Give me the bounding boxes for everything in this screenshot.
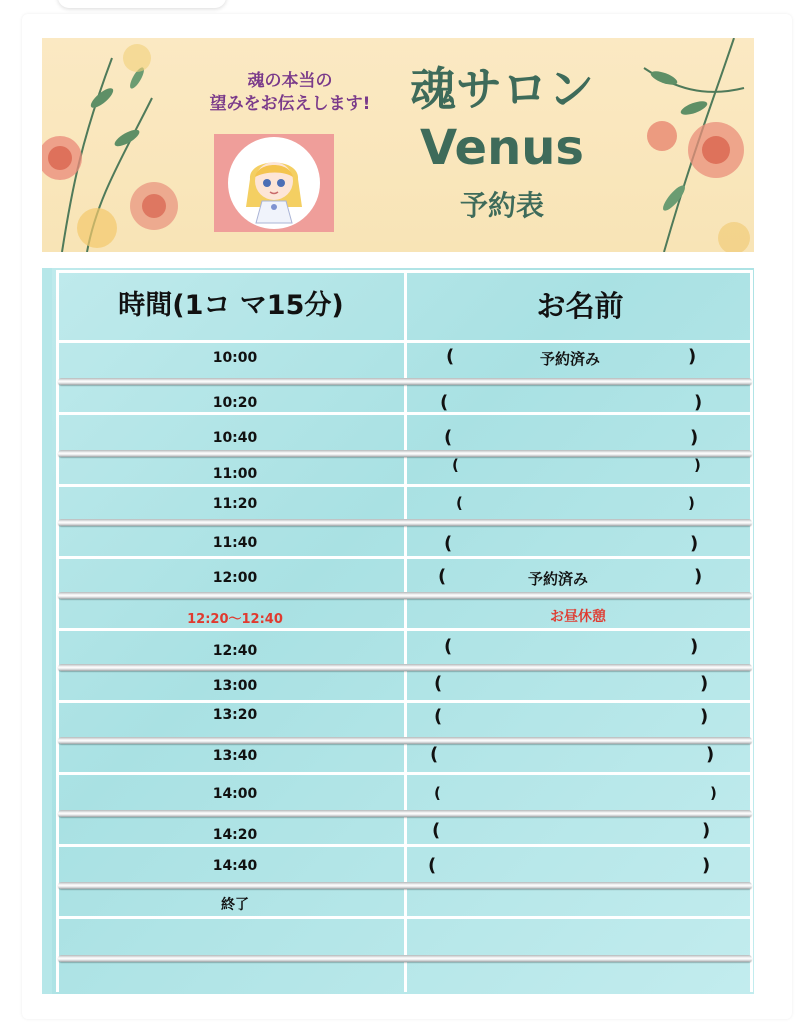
header-time: 時間(1コ マ15分) <box>118 290 344 321</box>
time-slot: 11:00 <box>212 466 258 482</box>
time-slot: 13:40 <box>212 748 258 764</box>
grid-line <box>56 270 753 273</box>
table-left-edge <box>42 268 52 994</box>
grid-line <box>56 916 753 919</box>
divider-rod <box>58 378 752 385</box>
close-paren: ) <box>710 784 717 802</box>
time-slot: 10:20 <box>212 395 258 411</box>
time-slot: 10:00 <box>212 350 258 366</box>
grid-line <box>56 556 753 559</box>
floral-decoration-right <box>634 38 754 252</box>
logo-frame <box>214 134 334 232</box>
grid-line <box>56 700 753 703</box>
reserved-label: 予約済み <box>527 570 588 588</box>
grid-line <box>56 772 753 775</box>
reserved-label: 予約済み <box>539 350 600 368</box>
divider-rod <box>58 955 752 962</box>
open-paren: ( <box>430 744 439 765</box>
divider-rod <box>58 519 752 526</box>
salon-title: 魂サロン <box>410 62 594 116</box>
break-time-slot: 12:20～12:40 <box>187 612 283 627</box>
header-name: お名前 <box>536 289 624 323</box>
end-label: 終了 <box>221 897 249 913</box>
close-paren: ) <box>702 820 711 841</box>
time-slot: 11:20 <box>212 496 258 512</box>
open-paren: ( <box>434 673 443 694</box>
close-paren: ) <box>690 427 699 448</box>
open-paren: ( <box>432 820 441 841</box>
top-rounded-tab <box>58 0 226 8</box>
grid-line <box>56 628 753 631</box>
time-slot: 14:40 <box>212 858 258 874</box>
time-slot: 12:40 <box>212 643 258 659</box>
lunch-break-label: お昼休憩 <box>550 609 606 625</box>
banner <box>42 38 754 252</box>
close-paren: ) <box>690 636 699 657</box>
open-paren: ( <box>434 706 443 727</box>
time-slot: 14:20 <box>212 827 258 843</box>
close-paren: ) <box>694 566 703 587</box>
close-paren: ) <box>694 392 703 413</box>
divider-rod <box>58 592 752 599</box>
grid-line <box>56 844 753 847</box>
open-paren: ( <box>440 392 449 413</box>
open-paren: ( <box>428 855 437 876</box>
close-paren: ) <box>700 706 709 727</box>
divider-rod <box>58 664 752 671</box>
divider-rod <box>58 882 752 889</box>
open-paren: ( <box>438 566 447 587</box>
time-slot: 13:00 <box>212 678 258 694</box>
grid-line <box>56 412 753 415</box>
open-paren: ( <box>434 784 441 802</box>
open-paren: ( <box>446 346 455 367</box>
close-paren: ) <box>694 456 701 474</box>
open-paren: ( <box>452 456 459 474</box>
chibi-character-logo <box>228 137 320 229</box>
time-slot: 13:20 <box>212 707 258 723</box>
schedule-title: 予約表 <box>459 189 544 222</box>
time-slot: 12:00 <box>212 570 258 586</box>
close-paren: ) <box>690 533 699 554</box>
grid-line <box>56 484 753 487</box>
time-slot: 11:40 <box>212 535 258 551</box>
floral-decoration-left <box>42 38 182 252</box>
close-paren: ) <box>700 673 709 694</box>
close-paren: ) <box>706 744 715 765</box>
close-paren: ) <box>688 494 695 512</box>
open-paren: ( <box>444 427 453 448</box>
close-paren: ) <box>702 855 711 876</box>
divider-rod <box>58 450 752 457</box>
divider-rod <box>58 810 752 817</box>
close-paren: ) <box>688 346 697 367</box>
salon-name-venus: Venus <box>420 120 584 176</box>
open-paren: ( <box>444 636 453 657</box>
time-slot: 10:40 <box>212 430 258 446</box>
open-paren: ( <box>456 494 463 512</box>
tagline: 魂の本当の 望みをお伝えします! <box>209 71 371 114</box>
time-slot: 14:00 <box>212 786 258 802</box>
divider-rod <box>58 737 752 744</box>
open-paren: ( <box>444 533 453 554</box>
grid-line <box>56 340 753 343</box>
